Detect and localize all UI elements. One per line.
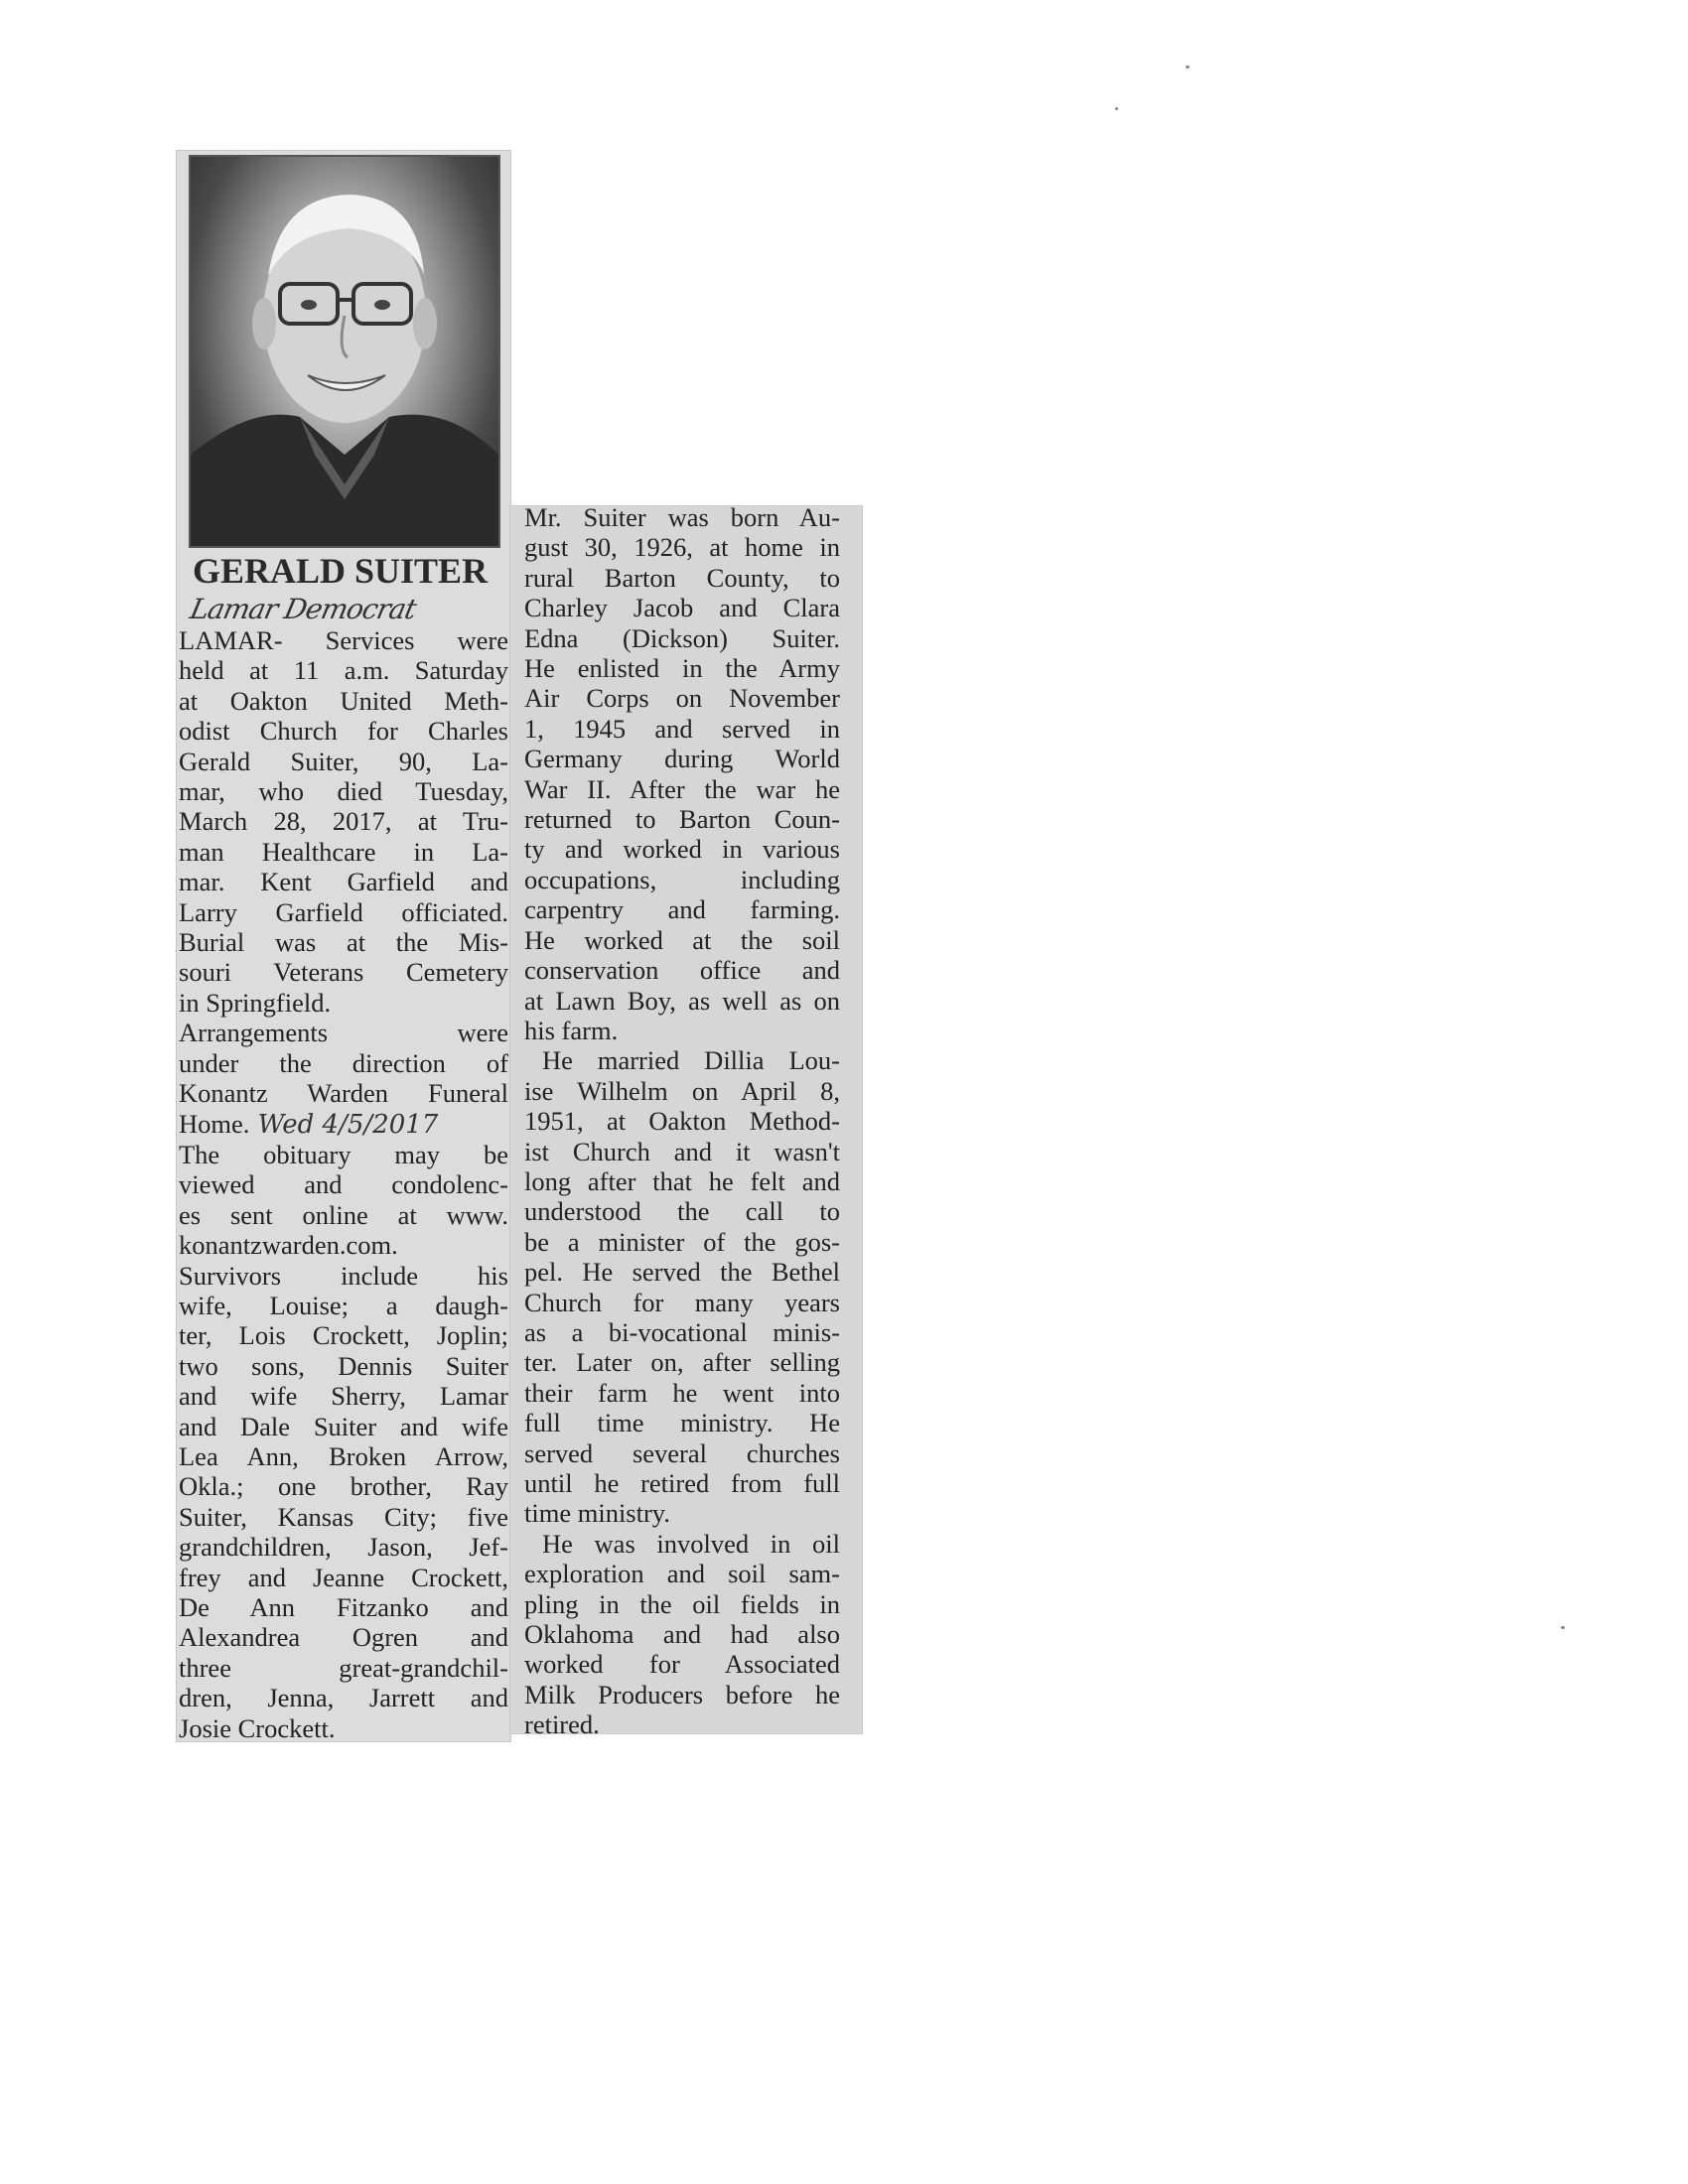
text-line (177, 625, 508, 655)
text-line-content: returned to Barton Coun- (524, 804, 840, 835)
text-line (177, 1261, 508, 1291)
text-line-content: He was involved in oil (542, 1528, 840, 1559)
text-line-content: carpentry and farming. (524, 894, 840, 925)
text-line (524, 1649, 840, 1679)
handwritten-source-note: Lamar Democrat (187, 593, 419, 625)
text-line-content: ter. Later on, after selling (524, 1347, 840, 1378)
text-line-content: March 28, 2017, at Tru- (179, 806, 508, 837)
text-line (177, 927, 508, 957)
text-line (524, 1408, 840, 1437)
text-line (177, 867, 508, 896)
text-line-content: konantzwarden.com. (179, 1230, 398, 1261)
text-line-content: as a bi-vocational minis- (524, 1316, 840, 1347)
text-line (177, 776, 508, 806)
text-line-content: occupations, including (524, 864, 840, 894)
text-line-content: ist Church and it wasn't (524, 1136, 840, 1166)
scan-speck (1115, 107, 1118, 110)
text-line-content: wife, Louise; a daugh- (179, 1290, 508, 1320)
text-line-content: pel. He served the Bethel (524, 1257, 840, 1288)
text-line-content: ter, Lois Crockett, Joplin; (179, 1320, 508, 1351)
text-line (524, 1166, 840, 1196)
text-line-content: He married Dillia Lou- (542, 1045, 840, 1076)
obituary-headline: GERALD SUITER (193, 551, 489, 591)
text-line (524, 1378, 840, 1408)
text-line (524, 1045, 840, 1075)
text-line (177, 1502, 508, 1532)
text-line (177, 1351, 508, 1381)
text-line-content: be a minister of the gos- (524, 1226, 840, 1257)
text-line-content: He worked at the soil (524, 924, 840, 955)
text-line-content: Suiter, Kansas City; five (179, 1501, 508, 1532)
text-line (524, 986, 840, 1016)
scan-speck (1186, 66, 1190, 68)
scan-speck (1561, 1626, 1565, 1629)
text-line-content: Church for many years (524, 1287, 840, 1317)
text-line-content: man Healthcare in La- (179, 836, 508, 867)
text-line (524, 1076, 840, 1106)
text-line (524, 1529, 840, 1559)
text-line (524, 925, 840, 955)
text-line-content: Arrangements were (179, 1018, 508, 1048)
text-line (177, 716, 508, 746)
text-line (524, 1468, 840, 1498)
text-line (524, 774, 840, 804)
text-line-content: Larry Garfield officiated. (179, 896, 508, 927)
text-line (177, 1653, 508, 1683)
text-line-content: until he retired from full (524, 1468, 840, 1498)
text-line (524, 1227, 840, 1257)
text-line-content: mar. Kent Garfield and (179, 867, 508, 897)
text-line-content: frey and Jeanne Crockett, (179, 1562, 508, 1592)
text-line (177, 1200, 508, 1230)
text-line (524, 653, 840, 683)
text-line-content: retired. (524, 1709, 600, 1740)
text-line-content: De Ann Fitzanko and (179, 1592, 508, 1622)
text-line-content: ise Wilhelm on April 8, (524, 1075, 840, 1106)
text-line (524, 623, 840, 653)
text-line (177, 1291, 508, 1320)
text-line (524, 502, 840, 532)
text-line (177, 686, 508, 716)
text-line (524, 683, 840, 713)
text-line (524, 1317, 840, 1347)
text-line (524, 1257, 840, 1287)
text-line (524, 563, 840, 593)
text-line-content: 1, 1945 and served in (524, 713, 840, 744)
text-line-content: Konantz Warden Funeral (179, 1078, 508, 1109)
text-line (524, 1709, 840, 1739)
text-line (177, 1048, 508, 1078)
text-line (524, 593, 840, 622)
text-line (177, 1563, 508, 1592)
text-line-content: rural Barton County, to (524, 562, 840, 593)
portrait-photo (189, 155, 500, 548)
text-line (177, 1320, 508, 1350)
text-line-content: He enlisted in the Army (524, 653, 840, 684)
text-line (177, 1622, 508, 1652)
text-line (524, 1288, 840, 1317)
text-line-content: gust 30, 1926, at home in (524, 532, 840, 563)
text-line (177, 897, 508, 927)
text-line-content: Milk Producers before he (524, 1679, 840, 1709)
text-line-content: Josie Crockett. (179, 1712, 336, 1743)
text-line (177, 1683, 508, 1712)
text-line-content: Home. (179, 1108, 250, 1139)
text-line-content: Germany during World (524, 744, 840, 774)
text-line-content: mar, who died Tuesday, (179, 776, 508, 807)
text-line (177, 1441, 508, 1471)
text-line-content: held at 11 a.m. Saturday (179, 655, 508, 686)
text-line-content: conservation office and (524, 955, 840, 986)
text-line-content: The obituary may be (179, 1139, 508, 1169)
text-line-content: es sent online at www. (179, 1199, 508, 1230)
text-line-content: Edna (Dickson) Suiter. (524, 622, 840, 653)
text-line-content: at Oakton United Meth- (179, 685, 508, 716)
text-line-content: Burial was at the Mis- (179, 927, 508, 958)
text-line (177, 1078, 508, 1108)
text-line (524, 1347, 840, 1377)
text-line-content: and wife Sherry, Lamar (179, 1381, 508, 1412)
text-line-content: long after that he felt and (524, 1165, 840, 1196)
text-line-content: in Springfield. (179, 987, 332, 1018)
text-line (177, 1532, 508, 1562)
text-line-content: exploration and soil sam- (524, 1559, 840, 1589)
text-line (177, 1713, 508, 1743)
text-line-content: Alexandrea Ogren and (179, 1622, 508, 1653)
text-line (177, 1169, 508, 1199)
text-line-content: souri Veterans Cemetery (179, 957, 508, 988)
text-line-content: time ministry. (524, 1498, 670, 1529)
text-line-content: Lea Ann, Broken Arrow, (179, 1440, 508, 1471)
text-line (524, 532, 840, 562)
text-line (177, 1412, 508, 1441)
text-line (524, 714, 840, 744)
text-line (524, 955, 840, 985)
obituary-right-column-text (524, 502, 840, 1740)
text-line-content: odist Church for Charles (179, 716, 508, 747)
text-line-content: Gerald Suiter, 90, La- (179, 746, 508, 776)
text-line-content: served several churches (524, 1437, 840, 1468)
text-line-content: War II. After the war he (524, 773, 840, 804)
text-line-content: Oklahoma and had also (524, 1619, 840, 1650)
obituary-left-column-text (177, 625, 508, 1743)
text-line (524, 894, 840, 924)
text-line-content: dren, Jenna, Jarrett and (179, 1683, 508, 1713)
text-line-content: their farm he went into (524, 1377, 840, 1408)
text-line (177, 1109, 508, 1140)
text-line (524, 1016, 840, 1045)
text-line (177, 988, 508, 1018)
text-line (177, 1592, 508, 1622)
text-line-content: worked for Associated (524, 1649, 840, 1680)
text-line-content: pling in the oil fields in (524, 1588, 840, 1619)
text-line-content: under the direction of (179, 1047, 508, 1078)
text-line (177, 1018, 508, 1047)
text-line (524, 1680, 840, 1709)
text-line-content: his farm. (524, 1015, 619, 1045)
text-line (524, 1196, 840, 1226)
text-line-content: two sons, Dennis Suiter (179, 1350, 508, 1381)
text-line-content: 1951, at Oakton Method- (524, 1106, 840, 1137)
text-line (524, 804, 840, 834)
text-line (524, 834, 840, 864)
text-line-content: Air Corps on November (524, 683, 840, 714)
text-line-content: Charley Jacob and Clara (524, 593, 840, 623)
text-line (524, 1619, 840, 1649)
text-line (177, 1230, 508, 1260)
text-line-content: grandchildren, Jason, Jef- (179, 1532, 508, 1563)
text-line-content: Mr. Suiter was born Au- (524, 502, 840, 532)
text-line-content: Okla.; one brother, Ray (179, 1471, 508, 1502)
text-line (177, 806, 508, 836)
text-line (524, 1498, 840, 1528)
text-line-content: viewed and condolenc- (179, 1169, 508, 1200)
text-line (177, 1471, 508, 1501)
text-line-content: full time ministry. He (524, 1408, 840, 1438)
text-line (524, 1589, 840, 1619)
text-line-content: three great-grandchil- (179, 1652, 508, 1683)
text-line-content: and Dale Suiter and wife (179, 1411, 508, 1441)
text-line (524, 1438, 840, 1468)
text-line (524, 1106, 840, 1136)
text-line-content: Survivors include his (179, 1260, 508, 1291)
text-line-content: LAMAR- Services were (179, 625, 508, 655)
text-line-content: ty and worked in various (524, 834, 840, 865)
text-line (177, 655, 508, 685)
handwritten-date-note: Wed 4/5/2017 (249, 1109, 439, 1140)
text-line (177, 957, 508, 987)
text-line (524, 1137, 840, 1166)
text-line (524, 865, 840, 894)
text-line-content: at Lawn Boy, as well as on (524, 985, 840, 1016)
text-line (177, 837, 508, 867)
text-line (524, 1559, 840, 1588)
text-line (177, 747, 508, 776)
text-line (524, 744, 840, 773)
text-line (177, 1140, 508, 1169)
text-line (177, 1381, 508, 1411)
text-line-content: understood the call to (524, 1196, 840, 1227)
